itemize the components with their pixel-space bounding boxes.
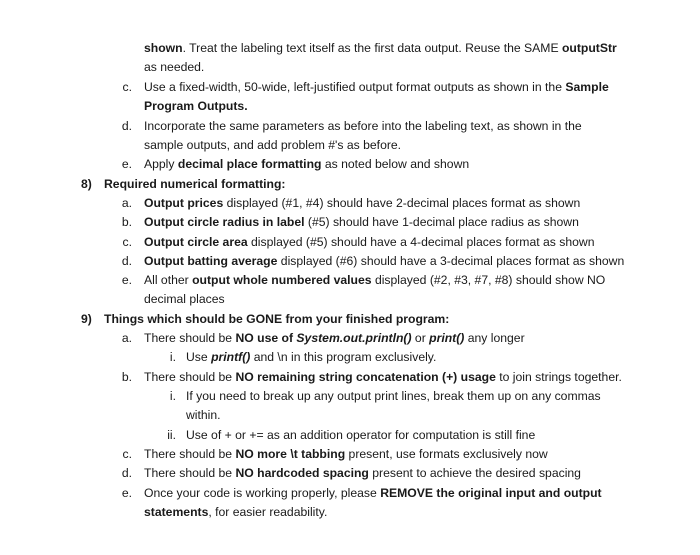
list-marker: a. xyxy=(121,331,132,345)
list-item-text: decimal places xyxy=(144,292,225,306)
list-item-text: statements, for easier readability. xyxy=(144,505,328,519)
list-item-text: Use a fixed-width, 50-wide, left-justified output format outputs as shown in the Sample xyxy=(144,80,609,94)
list-item-text: Output prices displayed (#1, #4) should have 2-decimal places format as shown xyxy=(144,196,581,210)
list-item-text: There should be NO use of System.out.println() or print() any longer xyxy=(144,331,525,345)
list-marker: e. xyxy=(121,273,132,287)
list-item-text: All other output whole numbered values displayed (#2, #3, #7, #8) should show NO xyxy=(144,273,606,287)
list-item-text: Output batting average displayed (#6) should have a 3-decimal places format as shown xyxy=(144,254,625,268)
sub-list-marker: i. xyxy=(169,389,176,403)
list-item-text: Output circle radius in label (#5) should have 1-decimal place radius as shown xyxy=(144,215,579,229)
sub-list-item-text: within. xyxy=(186,408,221,422)
list-marker: d. xyxy=(121,254,132,268)
list-marker: c. xyxy=(122,80,132,94)
list-marker: d. xyxy=(121,119,132,133)
list-marker: a. xyxy=(121,196,132,210)
list-item-text: There should be NO hardcoded spacing present to achieve the desired spacing xyxy=(144,466,581,480)
sub-list-item-text: Use of + or += as an addition operator for computation is still fine xyxy=(186,428,536,442)
list-marker: c. xyxy=(122,447,132,461)
continued-text-line-2: as needed. xyxy=(144,60,205,74)
sub-list-item-text: If you need to break up any output print lines, break them up on any commas xyxy=(186,389,601,403)
list-marker: e. xyxy=(121,486,132,500)
sub-list-marker: i. xyxy=(169,350,176,364)
list-item-text: Apply decimal place formatting as noted below and shown xyxy=(144,157,470,171)
sub-list-marker: ii. xyxy=(167,428,176,442)
list-item-text: Program Outputs. xyxy=(144,99,248,113)
list-marker: b. xyxy=(121,215,132,229)
list-item-text: sample outputs, and add problem #'s as before. xyxy=(144,138,402,152)
list-marker: e. xyxy=(121,157,132,171)
section-number: 8) xyxy=(81,177,92,191)
section-number: 9) xyxy=(81,312,92,326)
section-heading: Required numerical formatting: xyxy=(104,177,286,191)
list-marker: b. xyxy=(121,370,132,384)
list-item-text: Output circle area displayed (#5) should have a 4-decimal places format as shown xyxy=(144,235,595,249)
sub-list-item-text: Use printf() and \n in this program exclusively. xyxy=(186,350,437,364)
list-item-text: There should be NO remaining string concatenation (+) usage to join strings together. xyxy=(144,370,622,384)
list-item-text: Once your code is working properly, please REMOVE the original input and output xyxy=(144,486,602,500)
list-item-text: There should be NO more \t tabbing present, use formats exclusively now xyxy=(144,447,548,461)
continued-text-line-1: shown. Treat the labeling text itself as the first data output. Reuse the SAME outputStr xyxy=(144,41,617,55)
list-marker: d. xyxy=(121,466,132,480)
section-heading: Things which should be GONE from your finished program: xyxy=(104,312,450,326)
list-item-text: Incorporate the same parameters as before into the labeling text, as shown in the xyxy=(144,119,582,133)
list-marker: c. xyxy=(122,235,132,249)
